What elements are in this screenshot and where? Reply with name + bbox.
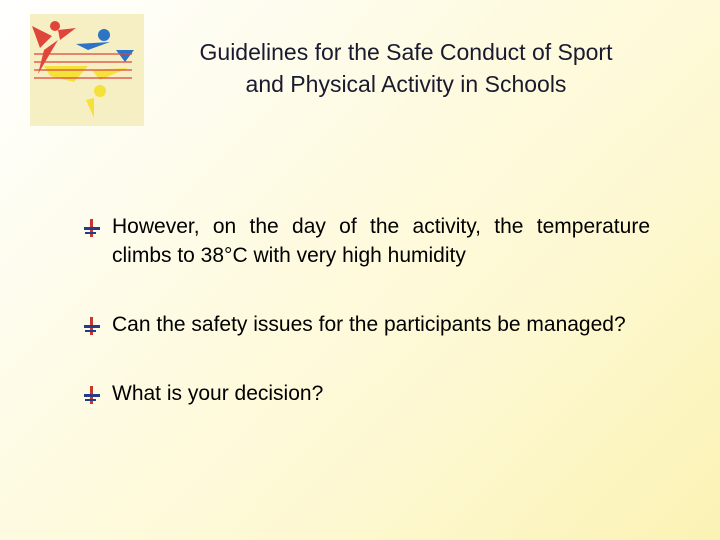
slide-title <box>160 36 652 100</box>
bullet-item <box>84 212 650 270</box>
logo-sports-figures <box>30 14 144 126</box>
bullet-item <box>84 379 650 408</box>
bullet-item <box>84 310 650 339</box>
bullet-marker-icon <box>84 219 100 237</box>
bullet-text: What is your decision? <box>112 382 324 405</box>
bullet-list <box>84 212 650 448</box>
bullet-text: However, on the day of the activity, the temperature climbs to 38°C with very high humidity <box>112 215 650 267</box>
sports-figures-icon <box>30 14 144 126</box>
bullet-text: Can the safety issues for the participants be managed? <box>112 313 626 336</box>
slide-title-line-2: and Physical Activity in Schools <box>245 71 567 97</box>
bullet-marker-icon <box>84 317 100 335</box>
bullet-marker-icon <box>84 386 100 404</box>
slide-title-line-1: Guidelines for the Safe Conduct of Sport <box>199 39 613 65</box>
